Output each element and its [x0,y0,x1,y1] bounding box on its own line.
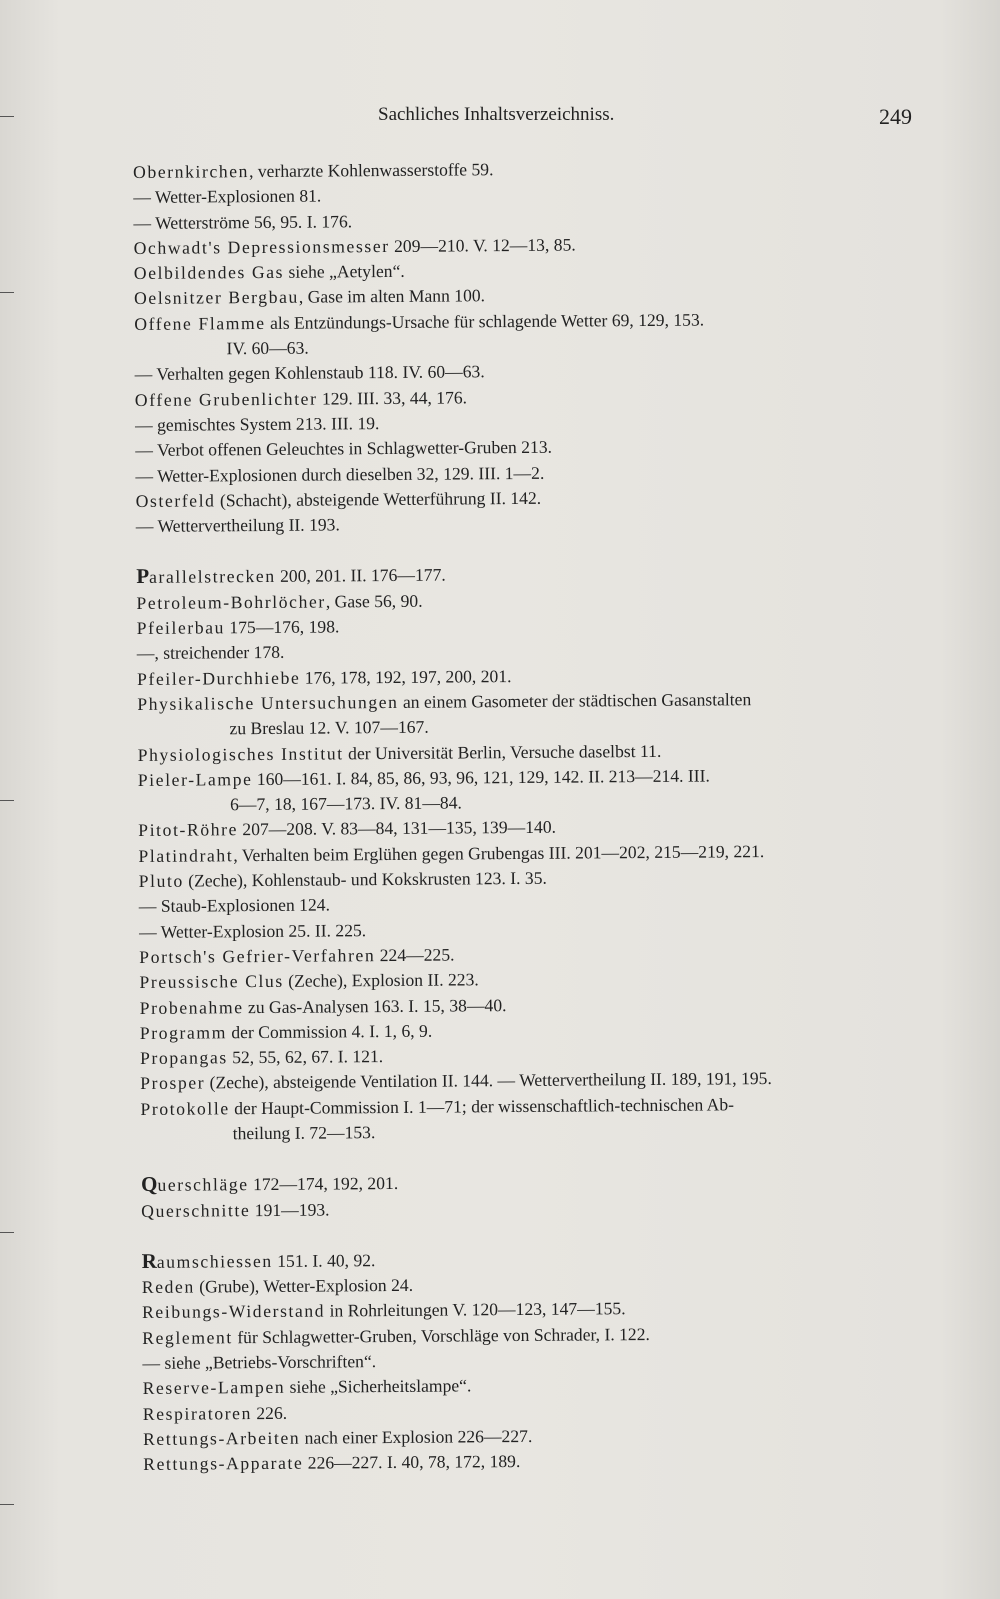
margin-mark [0,800,14,801]
entry-keyword: Protokolle [140,1097,230,1119]
entry-references: der Haupt-Commission I. 1—71; der wissenschaftlich-technischen Ab- [229,1093,735,1118]
entry-references: theilung I. 72—153. [232,1122,376,1144]
entry-keyword: Oelsnitzer Bergbau [134,287,299,309]
entry-keyword: Rettungs-Apparate [143,1452,304,1475]
entry-keyword: Querschnitte [141,1199,251,1221]
entry-references: 226—227. I. 40, 78, 172, 189. [303,1451,521,1473]
entry-references: 200, 201. II. 176—177. [275,565,446,587]
entry-keyword: Preussische Clus [139,971,284,993]
entry-references: — Wettervertheilung II. 193. [135,514,340,537]
entry-keyword: Ochwadt's Depressionsmesser [133,235,390,258]
entry-references: (Schacht), absteigende Wetterführung II. 142. [215,487,542,511]
entry-references: — gemischtes System 213. III. 19. [135,413,380,435]
entry-references: (Grube), Wetter-Explosion 24. [194,1275,414,1297]
entry-references: 226. [251,1402,288,1423]
entry-references: 6—7, 18, 167—173. IV. 81—84. [229,792,462,815]
entry-keyword: Obernkirchen [133,161,250,182]
index-entries [133,154,933,1478]
entry-references: 172—174, 192, 201. [248,1173,399,1195]
entry-keyword: Platindraht [138,844,234,866]
entry-keyword: Offene Grubenlichter [134,388,318,410]
entry-references: 224—225. [375,944,455,966]
entry-references: (Zeche), Explosion II. 223. [283,969,479,992]
page-number: 249 [879,104,912,129]
entry-references: für Schlagwetter-Gruben, Vorschläge von Schrader, I. 122. [232,1323,650,1348]
entry-references: , Verhalten beim Erglühen gegen Grubengas III. 201—202, 215—219, 221. [233,840,765,865]
section-initial: Q [140,1172,158,1197]
entry-keyword: Reibungs-Widerstand [141,1300,326,1323]
entry-references: — Staub-Explosionen 124. [138,894,331,917]
entry-keyword: Portsch's Gefrier-Verfahren [139,945,376,967]
entry-references: IV. 60—63. [226,337,309,359]
running-title: Sachliches Inhaltsverzeichniss. [378,104,615,125]
entry-references: 151. I. 40, 92. [272,1250,376,1271]
entry-references: an einem Gasometer der städtischen Gasanstalten [398,689,752,712]
entry-references: siehe „Sicherheitslampe“. [285,1375,472,1398]
margin-mark [0,116,14,117]
entry-references: (Zeche), absteigende Ventilation II. 144. — Wettervertheilung II. 189, 191, 195. [205,1068,772,1093]
entry-references: — Wetter-Explosionen 81. [133,185,322,208]
entry-references: zu Breslau 12. V. 107—167. [229,716,429,739]
entry-keyword: Offene Flamme [134,312,266,334]
entry-references: nach einer Explosion 226—227. [300,1425,533,1448]
entry-references: —, streichender 178. [136,642,285,664]
entry-references: — siehe „Betriebs-Vorschriften“. [142,1351,377,1374]
section-initial: R [141,1248,157,1273]
entry-keyword: Pfeiler-Durchhiebe [136,667,301,689]
entry-references: — Verhalten gegen Kohlenstaub 118. IV. 60—63. [134,361,485,385]
running-header [378,104,912,132]
entry-keyword: Probenahme [139,996,244,1018]
entry-references: 52, 55, 62, 67. I. 121. [227,1046,384,1068]
entry-keyword: Propangas [139,1047,228,1069]
entry-references: als Entzündungs-Ursache für schlagende Wetter 69, 129, 153. [265,309,705,333]
entry-keyword: aumschiessen [156,1250,273,1272]
entry-references: , verharzte Kohlenwasserstoffe 59. [248,159,494,182]
entry-keyword: Petroleum-Bohrlöcher [136,591,326,613]
entry-references: der Commission 4. I. 1, 6, 9. [226,1020,433,1043]
entry-keyword: Pieler-Lampe [137,768,253,790]
entry-references: — Wetter-Explosion 25. II. 225. [138,919,367,942]
entry-references: — Verbot offenen Geleuchtes in Schlagwetter-Gruben 213. [135,436,553,461]
entry-keyword: arallelstrecken [149,566,276,588]
entry-keyword: Physiologisches Institut [137,742,344,765]
entry-references: 175—176, 198. [224,616,340,638]
entry-references: — Wetterströme 56, 95. I. 176. [133,210,353,233]
entry-references: 129. III. 33, 44, 176. [317,387,468,409]
entry-references: siehe „Aetylen“. [284,261,405,283]
entry-references: zu Gas-Analysen 163. I. 15, 38—40. [243,994,507,1017]
entry-keyword: Respiratoren [142,1402,253,1424]
entry-keyword: Prosper [140,1072,206,1094]
entry-references: 176, 178, 192, 197, 200, 201. [300,665,512,688]
entry-references: in Rohrleitungen V. 120—123, 147—155. [325,1298,626,1321]
entry-references: 209—210. V. 12—13, 85. [389,234,576,256]
entry-keyword: Reserve-Lampen [142,1377,286,1399]
entry-keyword: Pfeilerbau [136,617,226,639]
entry-keyword: Reglement [142,1327,233,1348]
entry-references: 160—161. I. 84, 85, 86, 93, 96, 121, 129, 142. II. 213—214. III. [252,765,710,789]
margin-mark [0,1504,14,1505]
entry-keyword: Oelbildendes Gas [133,262,285,284]
entry-keyword: Rettungs-Arbeiten [142,1427,301,1449]
entry-keyword: Osterfeld [135,490,216,511]
entry-references: 191—193. [250,1199,330,1220]
entry-references: , Gase im alten Mann 100. [298,285,486,308]
index-entry [143,1446,933,1478]
entry-references: der Universität Berlin, Versuche daselbst 11. [343,740,662,763]
margin-mark [0,292,14,293]
entry-keyword: uerschläge [157,1174,249,1196]
entry-keyword: Reden [141,1276,195,1298]
entry-keyword: Pluto [138,870,184,891]
entry-keyword: Physikalische Untersuchungen [137,691,399,714]
entry-references: (Zeche), Kohlenstaub- und Kokskrusten 123. I. 35. [183,867,547,891]
entry-keyword: Programm [139,1022,228,1043]
section-initial: P [136,564,150,589]
margin-mark [0,1232,14,1233]
entry-references: , Gase 56, 90. [325,590,423,612]
entry-keyword: Pitot-Röhre [138,819,239,841]
entry-references: 207—208. V. 83—84, 131—135, 139—140. [237,817,557,840]
entry-references: — Wetter-Explosionen durch dieselben 32, 129. III. 1—2. [135,462,545,486]
